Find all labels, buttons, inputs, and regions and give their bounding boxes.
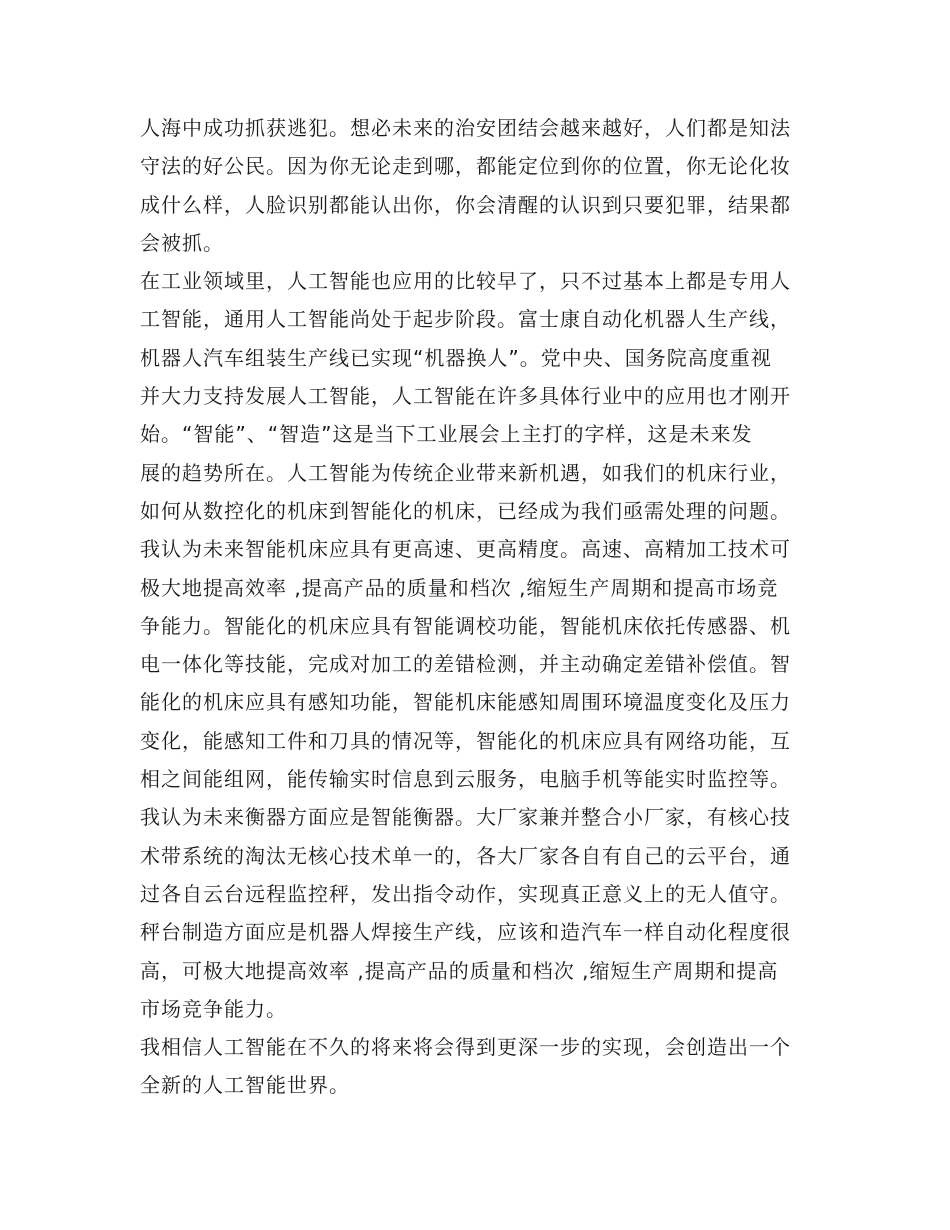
text-line: 市场竞争能力。 <box>140 996 287 1021</box>
text-line: 在工业领域里，人工智能也应用的比较早了，只不过基本上都是专用人 <box>140 269 791 294</box>
text-line: 高，可极大地提高效率 ,提高产品的质量和档次 ,缩短生产周期和提高 <box>140 958 779 983</box>
text-line: 机器人汽车组装生产线已实现“机器换人”。党中央、国务院高度重视 <box>140 345 772 370</box>
text-line: 始。“智能”、“智造”这是当下工业展会上主打的字样，这是未来发 <box>140 422 753 447</box>
text-line: 术带系统的淘汰无核心技术单一的，各大厂家各自有自己的云平台，通 <box>140 843 791 868</box>
text-line: 变化，能感知工件和刀具的情况等，智能化的机床应具有网络功能，互 <box>140 728 791 753</box>
text-line: 如何从数控化的机床到智能化的机床，已经成为我们亟需处理的问题。 <box>140 498 791 523</box>
text-line: 我认为未来衡器方面应是智能衡器。大厂家兼并整合小厂家，有核心技 <box>140 805 791 830</box>
text-line: 我相信人工智能在不久的将来将会得到更深一步的实现，会创造出一个 <box>140 1035 791 1060</box>
text-line: 秤台制造方面应是机器人焊接生产线，应该和造汽车一样自动化程度很 <box>140 920 791 945</box>
text-line: 并大力支持发展人工智能，人工智能在许多具体行业中的应用也才刚开 <box>140 384 791 409</box>
text-line: 全新的人工智能世界。 <box>140 1073 350 1098</box>
text-line: 守法的好公民。因为你无论走到哪，都能定位到你的位置，你无论化妆 <box>140 154 791 179</box>
text-line: 过各自云台远程监控秤，发出指令动作，实现真正意义上的无人值守。 <box>140 881 791 906</box>
text-line: 能化的机床应具有感知功能，智能机床能感知周围环境温度变化及压力 <box>140 690 791 715</box>
text-line: 争能力。智能化的机床应具有智能调校功能，智能机床依托传感器、机 <box>140 613 791 638</box>
text-line: 相之间能组网，能传输实时信息到云服务，电脑手机等能实时监控等。 <box>140 767 791 792</box>
text-line: 电一体化等技能，完成对加工的差错检测，并主动确定差错补偿值。智 <box>140 652 791 677</box>
text-line: 我认为未来智能机床应具有更高速、更高精度。高速、高精加工技术可 <box>140 537 791 562</box>
text-line: 极大地提高效率 ,提高产品的质量和档次 ,缩短生产周期和提高市场竞 <box>140 575 779 600</box>
text-line: 展的趋势所在。人工智能为传统企业带来新机遇，如我们的机床行业， <box>140 460 791 485</box>
text-line: 工智能，通用人工智能尚处于起步阶段。富士康自动化机器人生产线， <box>140 307 791 332</box>
text-line: 成什么样，人脸识别都能认出你，你会清醒的认识到只要犯罪，结果都 <box>140 192 791 217</box>
text-line: 会被抓。 <box>140 230 224 255</box>
document-body <box>140 109 820 1105</box>
text-line: 人海中成功抓获逃犯。想必未来的治安团结会越来越好，人们都是知法 <box>140 116 791 140</box>
